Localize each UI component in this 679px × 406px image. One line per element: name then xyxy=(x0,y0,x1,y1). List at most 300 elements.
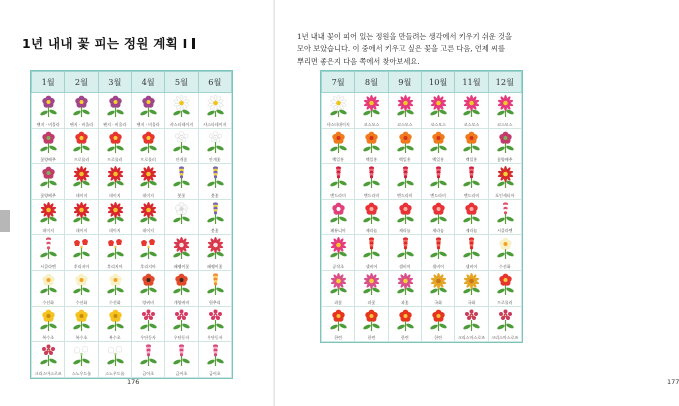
flower-cell xyxy=(198,306,231,342)
month-header: 11월 xyxy=(455,72,488,93)
cosmos-flower-illustration xyxy=(458,94,485,118)
zinnia-flower-illustration xyxy=(325,130,352,154)
calendar-table xyxy=(31,71,232,378)
flower-cell xyxy=(65,306,98,342)
cosmos-flower-illustration xyxy=(425,94,452,118)
celosia-flower-illustration xyxy=(392,165,419,189)
flower-icon xyxy=(492,308,519,332)
flower-cell xyxy=(131,270,164,306)
flower-name-label: 우단동자 xyxy=(173,335,190,341)
kale-flower-illustration xyxy=(492,130,519,154)
flower-name-label: 프로뮬러 xyxy=(73,157,90,163)
flower-icon xyxy=(68,236,95,260)
snowdrop-flower-illustration xyxy=(68,343,95,367)
flower-name-label: 시클라멘 xyxy=(497,228,513,234)
flower-name-label: 제라늄 xyxy=(432,228,444,234)
campion-flower-illustration xyxy=(202,308,229,332)
flower-cell xyxy=(355,93,388,129)
flower-icon xyxy=(325,308,352,332)
flower-cell xyxy=(198,164,231,200)
flower-icon xyxy=(68,272,95,296)
flower-icon xyxy=(458,308,485,332)
flower-cell xyxy=(165,342,198,378)
flower-icon xyxy=(35,165,62,189)
snapdragon-flower-illustration xyxy=(135,343,162,367)
flower-name-label: 양귀비 xyxy=(142,299,154,305)
flower-cell xyxy=(488,235,521,271)
flower-icon xyxy=(102,201,129,225)
zinnia-flower-illustration xyxy=(458,130,485,154)
flower-icon xyxy=(168,165,195,189)
flower-name-label: 스노우드롭 xyxy=(105,370,125,376)
page-title xyxy=(22,34,195,52)
flower-cell xyxy=(355,164,388,200)
month-header: 12월 xyxy=(488,72,521,93)
flower-name-label: 꽃양배추 xyxy=(497,157,513,163)
flower-icon xyxy=(492,272,519,296)
flower-icon xyxy=(168,272,195,296)
calendar-body xyxy=(322,93,522,342)
flower-icon xyxy=(202,94,229,118)
flower-cell xyxy=(455,235,488,271)
flower-cell xyxy=(98,306,131,342)
cyclamen-flower-illustration xyxy=(492,201,519,225)
flower-name-label: 복수초 xyxy=(42,335,54,341)
flower-cell xyxy=(355,235,388,271)
right-page xyxy=(275,0,679,406)
freesia-flower-illustration xyxy=(135,236,162,260)
flower-icon xyxy=(135,130,162,154)
salvia-flower-illustration xyxy=(458,236,485,260)
flower-cell xyxy=(198,270,231,306)
flower-cell xyxy=(488,164,521,200)
flower-cell xyxy=(165,164,198,200)
intro-paragraph xyxy=(297,31,535,68)
flower-name-label: 제라늄 xyxy=(399,228,411,234)
flower-cell xyxy=(388,270,421,306)
calendar-row xyxy=(322,128,522,164)
flower-icon xyxy=(492,201,519,225)
flower-name-label: 꽃양배추 xyxy=(40,157,56,163)
freesia-flower-illustration xyxy=(102,236,129,260)
flower-name-label: 금어초 xyxy=(142,370,154,376)
flower-cell xyxy=(98,270,131,306)
flower-cell xyxy=(388,93,421,129)
flower-icon xyxy=(135,308,162,332)
flower-icon xyxy=(135,165,162,189)
flower-icon xyxy=(358,201,385,225)
flower-cell xyxy=(131,235,164,271)
salvia-flower-illustration xyxy=(358,236,385,260)
kale-flower-illustration xyxy=(35,165,62,189)
flower-name-label: 수선화 xyxy=(499,263,511,269)
flower-calendar-grid-jan-jun xyxy=(30,70,233,379)
flower-icon xyxy=(135,94,162,118)
calendar-row xyxy=(32,199,232,235)
flower-icon xyxy=(325,94,352,118)
calendar-row xyxy=(322,306,522,342)
flower-cell xyxy=(388,164,421,200)
flower-name-label: 국화 xyxy=(467,299,476,305)
flower-cell xyxy=(455,128,488,164)
cosmos-flower-illustration xyxy=(492,94,519,118)
pansy-flower-illustration xyxy=(35,94,62,118)
flower-icon xyxy=(392,308,419,332)
flower-name-label: 페튜니아 xyxy=(330,228,346,234)
flower-icon xyxy=(458,130,485,154)
freesia-flower-illustration xyxy=(68,236,95,260)
flower-cell xyxy=(98,128,131,164)
flower-cell xyxy=(322,306,355,342)
flower-name-label: 개양귀비 xyxy=(173,299,190,305)
flower-icon xyxy=(425,94,452,118)
flower-icon xyxy=(202,165,229,189)
flower-cell xyxy=(131,128,164,164)
month-header: 8월 xyxy=(355,72,388,93)
snowdrop-flower-illustration xyxy=(102,343,129,367)
calendar-row xyxy=(322,235,522,271)
cyclamen-flower-illustration xyxy=(35,236,62,260)
flower-name-label: 팬지 · 비올라 xyxy=(136,121,160,127)
snapdragon-flower-illustration xyxy=(168,343,195,367)
flower-cell xyxy=(32,199,65,235)
flower-name-label: 후리지아 xyxy=(140,263,156,269)
flower-name-label: 팬지 · 비올라 xyxy=(69,121,94,127)
title-marker xyxy=(192,38,195,49)
flower-name-label: 샐비어 xyxy=(365,263,378,269)
hellebore-flower-illustration xyxy=(492,308,519,332)
flower-cell xyxy=(131,93,164,129)
flower-name-label: 우단동자 xyxy=(207,335,223,341)
whitepom-flower-illustration xyxy=(168,201,195,225)
flower-icon xyxy=(425,272,452,296)
flower-cell xyxy=(488,128,521,164)
flower-icon xyxy=(458,94,485,118)
calendar-row xyxy=(32,270,232,306)
flower-name-label: 코스모스 xyxy=(497,121,513,127)
flower-cell xyxy=(388,306,421,342)
calendar-table xyxy=(321,71,522,342)
month-header-row xyxy=(322,72,522,93)
celosia-flower-illustration xyxy=(458,165,485,189)
narcissus-flower-illustration xyxy=(492,236,519,260)
flower-name-label: 백일홍 xyxy=(432,157,444,163)
flower-name-label: 크리스마스로즈 xyxy=(34,370,62,376)
nasturtium-flower-illustration xyxy=(358,308,385,332)
flower-cell xyxy=(65,342,98,378)
flower-name-label: 금어초 xyxy=(209,370,221,376)
flower-icon xyxy=(425,308,452,332)
flower-cell xyxy=(65,93,98,129)
intro-line: 1년 내내 꽃이 피어 있는 정원을 만들려는 생각에서 키우기 쉬운 것을 xyxy=(297,32,512,41)
flower-calendar-grid-jul-dec xyxy=(320,70,523,343)
flower-cell xyxy=(131,199,164,235)
flower-icon xyxy=(325,165,352,189)
flower-cell xyxy=(65,164,98,200)
campion-flower-illustration xyxy=(135,308,162,332)
flower-name-label: 맨드라미 xyxy=(330,192,346,198)
flower-name-label: 시클라멘 xyxy=(40,263,56,269)
flower-name-label: 패랭이꽃 xyxy=(207,263,223,269)
flower-name-label: 꽃양배추 xyxy=(40,192,56,198)
lily-flower-illustration xyxy=(202,272,229,296)
flower-icon xyxy=(202,236,229,260)
primula-flower-illustration xyxy=(102,130,129,154)
flower-name-label: 후리지아 xyxy=(73,263,90,269)
dianthus-flower-illustration xyxy=(202,236,229,260)
flower-icon xyxy=(425,165,452,189)
aster-flower-illustration xyxy=(392,272,419,296)
flower-name-label: 한련 xyxy=(367,335,376,341)
flower-icon xyxy=(358,236,385,260)
flower-name-label: 한련 xyxy=(434,335,443,341)
flower-name-label: 포인세티아 xyxy=(495,192,515,198)
flower-cell xyxy=(165,93,198,129)
flower-icon xyxy=(392,165,419,189)
flower-name-label: 제라늄 xyxy=(365,228,378,234)
flower-name-label: 안개꽃 xyxy=(209,157,221,163)
flower-icon xyxy=(102,308,129,332)
flower-cell xyxy=(98,235,131,271)
intro-line: 모아 보았습니다. 이 중에서 키우고 싶은 꽃을 고른 다음, 언제 씨를 xyxy=(297,44,505,54)
flower-icon xyxy=(458,272,485,296)
flower-cell xyxy=(322,128,355,164)
flower-cell xyxy=(32,235,65,271)
geranium-flower-illustration xyxy=(358,201,385,225)
celosia-flower-illustration xyxy=(425,165,452,189)
flower-name-label: 데이지 xyxy=(142,192,154,198)
flower-name-label: 데이지 xyxy=(109,228,121,234)
flower-icon xyxy=(392,272,419,296)
geranium-flower-illustration xyxy=(392,201,419,225)
flower-cell xyxy=(421,128,454,164)
calendar-row xyxy=(32,164,232,200)
flower-icon xyxy=(358,165,385,189)
flower-cell xyxy=(388,128,421,164)
flower-icon xyxy=(492,236,519,260)
flower-cell xyxy=(65,270,98,306)
flower-name-label: 팬지 · 비올라 xyxy=(36,121,60,127)
flower-icon xyxy=(492,165,519,189)
flower-name-label: 백일홍 xyxy=(465,157,478,163)
page-number: 176 xyxy=(127,378,140,386)
flower-icon xyxy=(35,343,62,367)
flower-name-label: 공작초 xyxy=(332,263,344,269)
snapdragon-flower-illustration xyxy=(202,343,229,367)
flower-name-label: 백일홍 xyxy=(332,157,344,163)
flower-icon xyxy=(425,201,452,225)
calendar-row xyxy=(322,93,522,129)
flower-icon xyxy=(392,130,419,154)
flower-cell xyxy=(322,270,355,306)
poppy-flower-illustration xyxy=(168,272,195,296)
page-number: 177 xyxy=(667,378,679,386)
flower-cell xyxy=(355,199,388,235)
flower-cell xyxy=(198,93,231,129)
narcissus-flower-illustration xyxy=(68,272,95,296)
flower-name-label: 백일홍 xyxy=(365,157,378,163)
flower-name-label: 수선화 xyxy=(109,299,121,305)
aster-flower-illustration xyxy=(325,272,352,296)
flower-cell xyxy=(455,270,488,306)
flower-icon xyxy=(135,236,162,260)
flower-cell xyxy=(165,270,198,306)
flower-name-label: 샤스타데이지 xyxy=(203,121,227,127)
flower-name-label: 원추리 xyxy=(209,299,221,305)
flower-name-label: 금어초 xyxy=(175,370,188,376)
flower-name-label: 과꽃 xyxy=(367,299,376,305)
primula-flower-illustration xyxy=(135,130,162,154)
redpom-flower-illustration xyxy=(102,201,129,225)
chapter-side-tab xyxy=(0,210,10,232)
flower-name-label: 데이지 xyxy=(75,192,88,198)
flower-cell xyxy=(355,270,388,306)
flower-cell xyxy=(455,164,488,200)
flower-icon xyxy=(458,165,485,189)
calendar-row xyxy=(322,199,522,235)
geranium-flower-illustration xyxy=(458,201,485,225)
flower-icon xyxy=(102,343,129,367)
flower-cell xyxy=(65,199,98,235)
hellebore-flower-illustration xyxy=(35,343,62,367)
flower-cell xyxy=(488,306,521,342)
month-header: 5월 xyxy=(165,72,198,93)
flower-icon xyxy=(102,236,129,260)
flower-name-label: 데이지 xyxy=(42,228,54,234)
flower-name-label: 데이지 xyxy=(75,228,88,234)
flower-icon xyxy=(102,130,129,154)
narcissus-flower-illustration xyxy=(35,272,62,296)
calendar-row xyxy=(322,270,522,306)
flower-name-label: 샤스타데이지 xyxy=(169,121,194,127)
flower-cell xyxy=(488,199,521,235)
flower-icon xyxy=(68,94,95,118)
flower-icon xyxy=(458,201,485,225)
daisy-flower-illustration xyxy=(325,94,352,118)
flower-name-label: 샐비어 xyxy=(465,263,478,269)
flower-icon xyxy=(68,343,95,367)
pansy-flower-illustration xyxy=(68,94,95,118)
flower-icon xyxy=(202,130,229,154)
flower-icon xyxy=(102,165,129,189)
flower-icon xyxy=(202,343,229,367)
iris-flower-illustration xyxy=(202,201,229,225)
flower-name-label: 한련 xyxy=(334,335,343,341)
flower-icon xyxy=(325,236,352,260)
flower-name-label: 한련 xyxy=(400,335,409,341)
flower-name-label: 코스모스 xyxy=(430,121,446,127)
flower-icon xyxy=(392,94,419,118)
flower-cell xyxy=(131,306,164,342)
calendar-row xyxy=(32,93,232,129)
cosmos-flower-illustration xyxy=(325,236,352,260)
flower-name-label: 데이지 xyxy=(142,228,154,234)
flower-cell xyxy=(388,235,421,271)
flower-icon xyxy=(68,308,95,332)
flower-name-label: 샤스타데이지 xyxy=(326,121,350,127)
poppy-flower-illustration xyxy=(135,272,162,296)
flower-icon xyxy=(35,272,62,296)
flower-icon xyxy=(168,130,195,154)
zinnia-flower-illustration xyxy=(358,130,385,154)
flower-cell xyxy=(322,93,355,129)
flower-icon xyxy=(168,236,195,260)
poinsettia-flower-illustration xyxy=(492,165,519,189)
flower-cell xyxy=(488,93,521,129)
flower-cell xyxy=(198,342,231,378)
iris-flower-illustration xyxy=(202,165,229,189)
calendar-row xyxy=(32,235,232,271)
redpom-flower-illustration xyxy=(135,165,162,189)
chrysanthemum-flower-illustration xyxy=(425,272,452,296)
daisy-flower-illustration xyxy=(168,94,195,118)
month-header: 7월 xyxy=(322,72,355,93)
redpom-flower-illustration xyxy=(135,201,162,225)
geranium-flower-illustration xyxy=(425,201,452,225)
flower-icon xyxy=(202,201,229,225)
flower-icon xyxy=(135,343,162,367)
flower-cell xyxy=(322,164,355,200)
flower-cell xyxy=(32,270,65,306)
flower-icon xyxy=(102,94,129,118)
flower-name-label: 맨드라미 xyxy=(363,192,380,198)
flower-icon xyxy=(35,130,62,154)
month-header: 6월 xyxy=(198,72,231,93)
flower-icon xyxy=(358,272,385,296)
flower-cell xyxy=(165,199,198,235)
flower-icon xyxy=(425,236,452,260)
flower-cell xyxy=(98,199,131,235)
flower-name-label: 샐비어 xyxy=(399,263,411,269)
flower-icon xyxy=(35,94,62,118)
flower-icon xyxy=(168,308,195,332)
pansy-flower-illustration xyxy=(135,94,162,118)
flower-cell xyxy=(32,342,65,378)
flower-cell xyxy=(198,128,231,164)
flower-name-label: 수선화 xyxy=(75,299,88,305)
flower-name-label: 데이지 xyxy=(109,192,121,198)
kale-flower-illustration xyxy=(35,130,62,154)
cosmos-flower-illustration xyxy=(358,94,385,118)
flower-cell xyxy=(322,235,355,271)
flower-name-label: 붓꽃 xyxy=(177,192,186,198)
month-header: 10월 xyxy=(421,72,454,93)
flower-name-label: 프로뮬러 xyxy=(107,157,123,163)
flower-name-label: 팬지 · 비올라 xyxy=(103,121,127,127)
flower-icon xyxy=(425,130,452,154)
flower-cell xyxy=(455,93,488,129)
flower-icon xyxy=(168,201,195,225)
flower-cell xyxy=(198,199,231,235)
cosmos-flower-illustration xyxy=(392,94,419,118)
month-header: 9월 xyxy=(388,72,421,93)
month-header: 3월 xyxy=(98,72,131,93)
flower-icon xyxy=(202,272,229,296)
flower-name-label: 복수초 xyxy=(109,335,121,341)
babybreath-flower-illustration xyxy=(168,130,195,154)
flower-name-label: 과꽃 xyxy=(334,299,343,305)
flower-cell xyxy=(65,235,98,271)
flower-name-label: 후리지아 xyxy=(107,263,123,269)
flower-icon xyxy=(135,201,162,225)
flower-name-label: 과꽃 xyxy=(400,299,409,305)
iris-flower-illustration xyxy=(168,165,195,189)
flower-icon xyxy=(68,130,95,154)
flower-cell xyxy=(388,199,421,235)
flower-icon xyxy=(492,94,519,118)
calendar-row xyxy=(32,342,232,378)
celosia-flower-illustration xyxy=(358,165,385,189)
